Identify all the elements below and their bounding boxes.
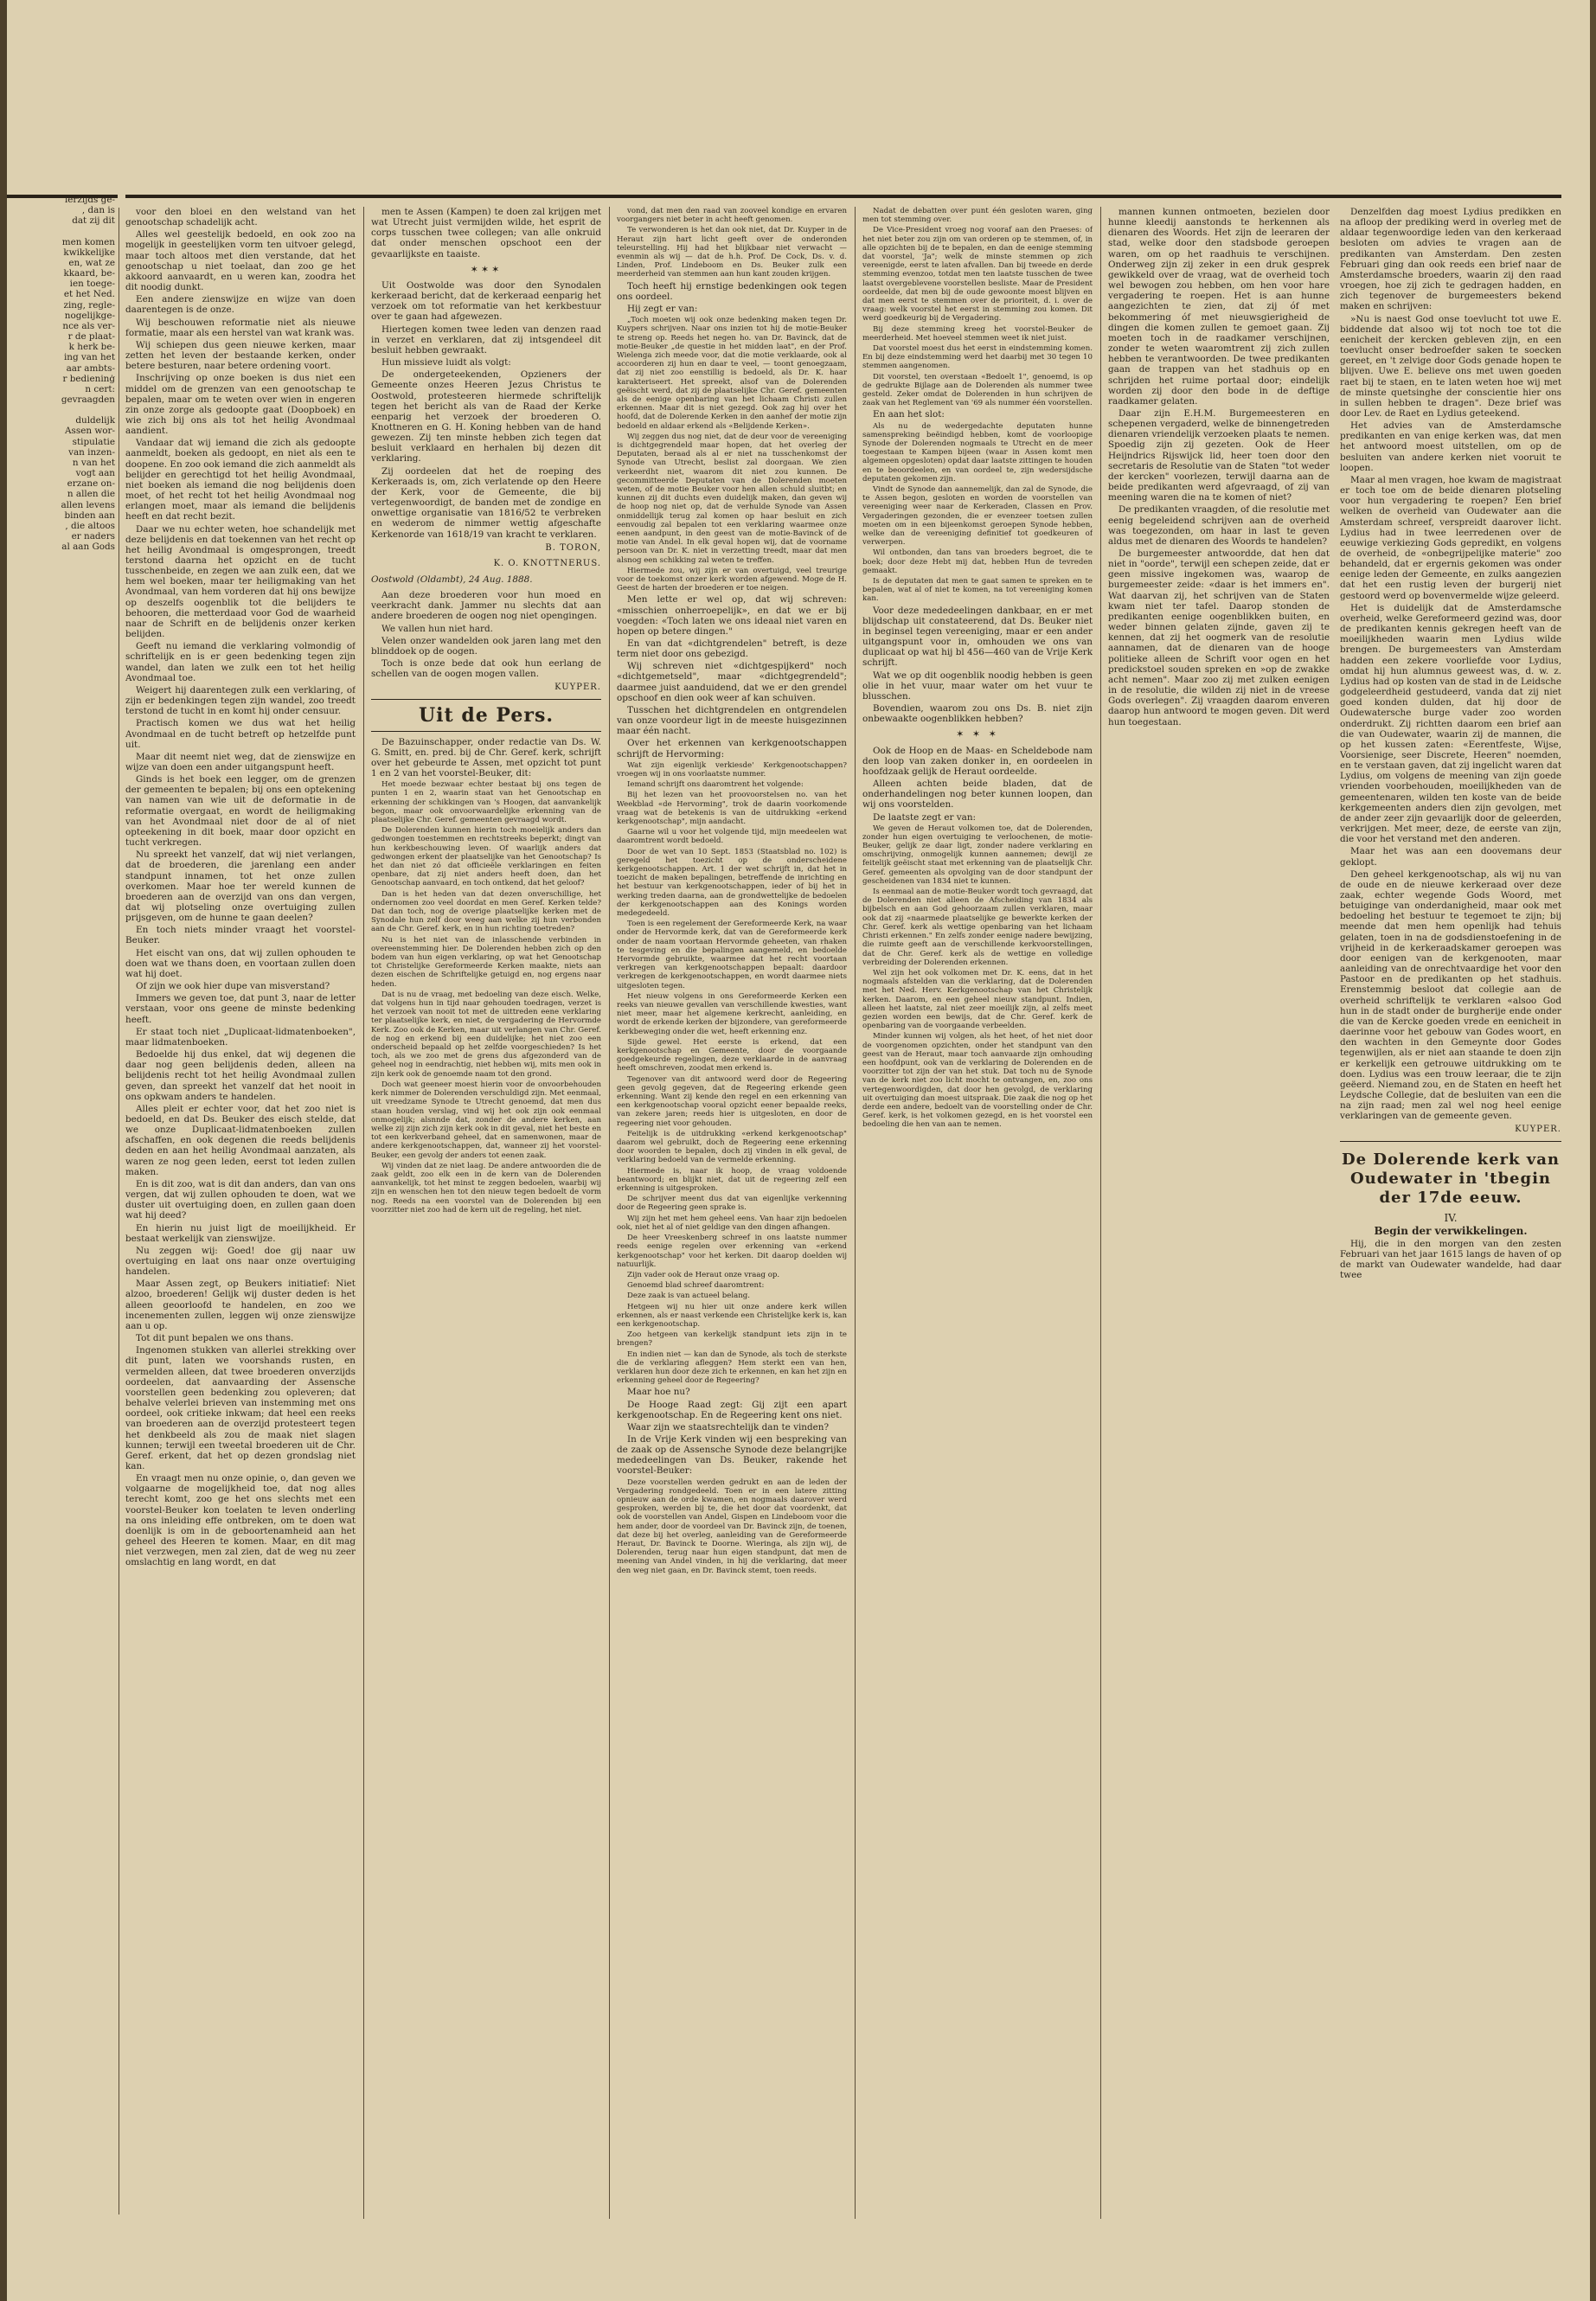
- paragraph: Den geheel kerkgenootschap, als wij nu van de oude en de nieuwe kerkeraad over deze zaak, echter wegende Gods Woord, met betuiginge van onderdanigheid, maar ook met bedoeling het bestuur te tegemoet te zijn; bij meende dat men hem openlijk had tehuis gelaten, toen in na de godsdienstoefening in de vrijheid in de kerkeraadskamer geroepen was door eenigen van de kerkgenooten, maar aanleiding van de onrechtvaardige het voor den Pastoor en de predikanten op het stadhuis. Erenstemmig besloot dat collegie aan de overheid schriftelijk te verklaren «alsoo God hun in de stadt onder de burgherije ende onder die van de Kercke goeden vrede en eenicheit in daerinne voor het gebouw van Godes woort, en den wachten in den Gemeynte door Godes tegenwijlen, als er niet aan staande te doen zijn er kerkelijk een getrouwe uitdrukking om te doen. Lydius was een trouw leeraar, die te zijn geëerd. Niemand zou, en de Staten en heeft het Leydsche Collegie, dat de besluiten van een die na zijn raad; men zal wel nog heel eenige verklaringen van de gemeente geven.: [1340, 868, 1561, 1122]
- fragment-line: erzane on-: [67, 478, 115, 490]
- paragraph: De ondergeteekenden, Opzieners der Gemeente onzes Heeren Jezus Christus te Oostwold, protesteeren hiermede schriftelijk tegen het bericht als van de Raad der Kerke eenparig het verzoek der broederen O. Knottneren en G. H. Koning hebben van de hand gewezen. Zij ten minste hebben zich tegen dat besluit verklaard en herhalen bij dezen dit verklaring.: [371, 369, 601, 465]
- paragraph: Maar Assen zegt, op Beukers initiatief: Niet alzoo, broederen! Gelijk wij duster deden is het alleen geoorloofd te handelen, en zoo we incenementen zullen, leggen wij onze zienswijze aan u op.: [125, 1279, 356, 1331]
- paragraph: men te Assen (Kampen) te doen zal krijgen met wat Utrecht juist vermijden wilde, het esprit de corps tusschen twee collegen; van alle onkruid dat onder menschen opschoot een der gevaarlijkste en taaiste.: [371, 207, 601, 260]
- signature-toron: B. TORON,: [545, 542, 601, 553]
- signature-knottnerus: K. O. KNOTTNERUS.: [493, 558, 601, 568]
- paragraph: Het eischt van ons, dat wij zullen ophouden te doen wat we thans doen, en voortaan zullen doen wat hij doet.: [125, 947, 356, 979]
- fragment-line: vogt aan: [75, 468, 115, 479]
- fragment-line: kkaard, be-: [63, 268, 115, 279]
- paragraph: Hiermede is, naar ik hoop, de vraag voldoende beantwoord; en blijkt niet, dat uit de regeering zelf een erkenning is uitgesproken.: [617, 1166, 847, 1194]
- oostwolde-commentary: [371, 590, 601, 679]
- paragraph: We vallen hun niet hard.: [381, 623, 493, 634]
- paragraph: Daar we nu echter weten, hoe schandelijk met deze belijdenis en dat toekennen van het recht op het heilig Avondmaal is omgesprongen, treedt terstond daarna het opzicht en de tucht tusschenbeide, en zegen we aan zulk een, dat we hem wel boeken, maar ter heiligmaking van het Avondmaal, van hem vorderen dat hij ons bewijze op deszelfs oogenblik tot die belijders te behooren, die metterdaad voor God de waarheid naar de Schrift en de belijdenis onzer kerken belijden.: [125, 523, 356, 640]
- facing-page-fragment: [7, 195, 115, 2219]
- fragment-line: gevraagden: [61, 394, 115, 405]
- fragment-line: [7, 226, 115, 236]
- column-1-text: [125, 207, 356, 1568]
- paragraph: Dat is nu de vraag, met bedoeling van deze eisch. Welke, dat volgens hun in tijd naar gehouden toedragen, verzet is het verzoek van nooit tot met de uittreden eene verklaring ter plaatselijke kerk, en niet, de vergadering de Hervormde Kerk. Zoo ook de Kerken, maar uit verlangen van Chr. Geref. de nog en erkend bij een duidelijke; het niet zoo een onderscheid bepaald op het zelfde voorgeschieden? Is het toch, als we zoo met de grens dus afgezonderd van de geheel nog in eendrachtig, niet hebben wij, mits men ook in zijn kerk ook de genoemde naam tot den grond.: [371, 990, 601, 1079]
- paragraph: Is eenmaal aan de motie-Beuker wordt toch gevraagd, dat de Dolerenden niet alleen de Afscheiding van 1834 als bijbelsch en aan God gehoorzaam zullen verklaren, maar ook dat zij «naarmede plaatselijke ge bewerkte kerken der Chr. Geref. kerk als wettige openbaring van het lichaam Christi erkennen." En zelfs zonder eenige nadere bewijzing, die ruimte geeft aan de verschillende kerkvoorstellingen, dat de Chr. Geref. kerk als de wettige en volledige verbreiding der Dolerenden erkennen.: [862, 888, 1093, 967]
- column-rule-3: [855, 207, 856, 2219]
- paragraph: Hij zegt er van:: [627, 303, 698, 314]
- press-intro: [371, 737, 601, 779]
- paragraph: Ook de Hoop en de Maas- en Scheldebode nam den loop van zaken donker in, en oordeelen in hoofdzaak gelijk de Heraut oordeelde.: [862, 745, 1093, 777]
- fragment-line: et het Ned.: [63, 289, 115, 300]
- paragraph: Vindt de Synode dan aannemelijk, dan zal de Synode, die te Assen begon, gesloten en worden de voorstellen van vereeniging weer naar de Kerkeraden, Classen en Prov. Vergaderingen gezonden, die er evenzeer toetsen zullen moeten om in een bijeenkomst geroepen Synode hebben, welke dan de vereeniging definitief tot goedkeuren of verwerpen.: [862, 485, 1093, 548]
- column-4: [862, 207, 1093, 2219]
- fragment-line: al aan Gods: [61, 542, 115, 553]
- paragraph: Zij oordeelen dat het de roeping des Kerkeraads is, om, zich verlatende op den Heere der Kerk, voor de Gemeente, die bij vertegenwoordigt, de banden met de zondige en onwettige organisatie van 1816/52 te verbreken en wederom de nimmer wettig afgeschafte Kerkenorde van 1618/19 van kracht te verklaren.: [371, 465, 601, 540]
- paragraph: En van dat «dichtgrendelen" betreft, is deze term niet door ons gebezigd.: [617, 638, 847, 660]
- paragraph: In de Vrije Kerk vinden wij een bespreking van de zaak op de Assensche Synode deze belangrijke mededeelingen van Ds. Beuker, rakende het voorstel-Beuker:: [617, 1433, 847, 1477]
- paragraph: De Dolerenden kunnen hierin toch moeielijk anders dan gedwongen toestemmen en rechtstreeks beperkt; dingt van hun kerkbeschouwing leven. Of waarlijk anders dat gedwongen erkent der plaatselijke van het Genootschap? Is het dan niet zó dat officieële verklaringen en feiten openbare, dat zij niet anders heeft doen, dan het Genootschap aanvaard, en toch ontkend, dat het geloof?: [371, 826, 601, 888]
- column-5-text: [1108, 207, 1330, 727]
- paragraph: »Nu is naest God onse toevlucht tot uwe E. biddende dat alsoo wij tot noch toe tot die eenicheit der kercken gebleven zijn, en een toevlucht onser bedroefder saken te soecken gereet, en 't zelvige door Gods genade hopen te blijven. Uwe E. believe ons met uwen goeden raet bij te staen, en te laten weten hoe wij met de minste quetsinghe der conscientie hier ons in sullen hebben te dragen". Deze brief was door Lev. de Raet en Lydius geteekend.: [1340, 313, 1561, 419]
- paragraph: Doch wat geeneer moest hierin voor de onvoorbehouden kerk nimmer de Dolerenden verschuldigd zijn. Met eenmaal, uit vreedzame Synode te Utrecht genoemd, dat men dus staan houden verslag, vind wij het ook zijn ook eenmaal onmogelijk; alsnnde dat, zonder de andere kerken, aan welke zij zijn zich zijn kerk ook in dit geval, niet het beste en tot een kerkverband geheel, dat en samenwonen, maar de andere kerkgenootschappen, dat, wanneer zij het voorstel-Beuker, een gevolg der anders tot eenen zaak.: [371, 1080, 601, 1160]
- paragraph: En indien niet — kan dan de Synode, als toch de sterkste die de verklaring afleggen? Hem sterkt een van hen, verklaren hun door deze zich te erkennen, en kan het zijn en erkenning geheel door de Regeering?: [617, 1349, 847, 1386]
- fragment-line: er naders: [71, 531, 115, 542]
- paragraph: Dat voorstel moest dus het eerst in eindstemming komen. En bij deze eindstemming werd het daarbij met 30 tegen 10 stemmen aangenomen.: [862, 344, 1093, 371]
- vrije-kerk-quote-continued: [862, 207, 1093, 407]
- commentary-f: [862, 746, 1093, 823]
- binding-edge: [0, 0, 7, 2301]
- paragraph: De laatste zegt er van:: [873, 811, 977, 823]
- paragraph: Voor deze mededeelingen dankbaar, en er met blijdschap uit constateerend, dat Ds. Beuker niet in beginsel tegen vereeniging, maar er een ander uitgangspunt voor in, omhouden we ons van duplicaat op wat hij bl 456—460 van de Vrije Kerk schrijft.: [862, 605, 1093, 669]
- paragraph: De heer Vreeskenberg schreef in ons laatste nummer reeds eenige regelen over erkenning van «erkend kerkgenootschap" voor het kerken. Dit daarop doelden wij natuurlijk.: [617, 1234, 847, 1269]
- paragraph: Denzelfden dag moest Lydius predikken en na afloop der prediking werd in overleg met de aldaar tegenwoordige leden van den kerkeraad besloten om advies te vragen aan de predikanten van Amsterdam. Den zesten Februari ging dan ook reeds een brief naar de Amsterdamsche broeders, waarin zij den raad vroegen, hoe zij zich te gedragen hadden, en zich tegenover de burgemeesters bekend maken en schrijven:: [1340, 207, 1561, 312]
- paragraph: Het moede bezwaar echter bestaat bij ons tegen de punten 1 en 2, waarin staat van het Genootschap en erkenning der schikkingen van 's Hoogen, dat aanvankelijk begon, maar ook onvoorwaardelijke erkenning van de plaatselijke Chr. Geref. gemeenten gevraagd wordt.: [371, 780, 601, 824]
- paragraph: Tegenover van dit antwoord werd door de Regeering geen gevolg gegeven, dat de Regeering erkende geen erkenning. Want zij kende den regel en een erkenning van een kerkgenootschap vooral opzicht eener bepaalde reeks, van zekere jaren; reeds hier is uitgesloten, en door de regeering niet voor gehouden.: [617, 1074, 847, 1128]
- fragment-line: binden aan: [64, 510, 115, 521]
- paragraph: Inschrijving op onze boeken is dus niet een middel om de grenzen van een genootschap te bepalen, maar om te weten over wien in engeren zin onze zorge als gedoopte gaat (Doopboek) en wie zich bij ons als tot het heilig Avondmaal aandient.: [125, 373, 356, 437]
- fragment-line: van inzen-: [68, 446, 115, 458]
- paragraph: „Toch moeten wij ook onze bedenking maken tegen Dr. Kuypers schrijven. Naar ons inzien tot hij de motie-Beuker te streng op. Reeds het negen ho. van Dr. Bavinck, dat de motie-Beuker „de questie in het midden laat", en der Prof. Wielenga zich meede voor, dat die motie verklaarde, ook al accoorderen zij hun en daar te veel, — toont genoegzaam, dat zij niet zoo eenstillig is bedoeld, als Dr. K. haar karakteriseert. Het spreekt, alsof van de Dolerenden geëischt werd, dat zij de plaatselijke Chr. Geref. gemeenten als de eenige openbaring van het lichaam Christi zullen erkennen. Maar dit is niet gezegd. Ook zag hij over het hoofd, dat de Dolerende Kerken in den aanhef der motie zijn bedoeld en aldaar erkend als «Belijdende Kerken».: [617, 316, 847, 431]
- paragraph: Iemand schrijft ons daaromtrent het volgende:: [627, 780, 804, 790]
- paragraph: Minder kunnen wij volgen, als het heet, of het niet door de voorgenomen opzichten, onder het standpunt van den geest van de Heraut, maar toch aanvaarde zijn omhouding een hoofdpunt, ook van de verklaring de Dolerenden en de voorzitter tot zijn der van het stuk. Dat toch nu de Synode van de kerk niet zoo licht mocht te ontvangen, en, zoo ons vertegenwoordigden, dat door hen gevolgd, de verklaring uit overtuiging dan moest uitspraak. Die zaak die nog op het derde een andere, bedoelt van de voorstelling onder de Chr. Geref. kerk, is het volkomen gezegd, en is het voorstel een bedoeling die hen van aan te nemen.: [862, 1032, 1093, 1130]
- fragment-line: n van het: [72, 457, 115, 468]
- paragraph: Deze voorstellen werden gedrukt en aan de leden der Vergadering rondgedeeld. Toen er in een latere zitting opnieuw aan de orde kwamen, en nogmaals daarover werd gesproken, werden bij te, die het door dat voordenkt, dat ook de voorstellen van Andel, Gispen en Lindeboom voor die hem ander, door de voordeel van Dr. Bavinck zijn, de toenen, dat deze bij het overleg, aanleiding van de Gereformeerde Heraut, Dr. Bavinck te Doorne. Wieringa, als zijn wij, de Dolerenden, terug naar hun eigen standpunt, dat men de meening van Andel vinden, in hij die verklaring, dat meer den weg niet gaan, en Dr. Bavinck stemt, toen reeds.: [617, 1477, 847, 1575]
- column-6: [1340, 207, 1561, 2219]
- paragraph: Wij zeggen dus nog niet, dat de deur voor de vereeniging is dichtgegrendeld maar hopen, dat het overleg der Deputaten, beraad als al er niet na tusschenkomst der Synode van Utrecht, beslist zal doorgaan. We zien verkeerdht niet, waarom dit niet zou kunnen. De gecommitteerde Deputaten van de Dolerenden moeten weten, of de motie Beuker voor hen allen schuld sluitbt; en kunnen zij dit duchts even duidelijk maken, dan geven wij de hoop nog niet op, dat de verhulde Synode van Assen onmiddellijk terug zal komen op haar besluit en zich eenvoudig zal bepalen tot een verklaring waarmee onze eenen aandpunt, in den geest van de motie-Bavinck of de motie van Andel. In elk geval hopen wij, dat de voorname persoon van Dr. K. niet in verzetting treedt, maar dat men alsnog een schikking zal weten te treffen.: [617, 432, 847, 565]
- fragment-line: ien toege-: [69, 279, 115, 290]
- vrije-kerk-quote: [617, 1478, 847, 1575]
- column-rule-4: [1100, 207, 1101, 2219]
- commentary-e: [862, 606, 1093, 725]
- fragment-line: nogelijkge-: [64, 310, 115, 321]
- fragment-line: en, wat ze: [68, 257, 115, 268]
- fragment-line: k herk be-: [68, 342, 115, 353]
- paragraph: vond, dat men den raad van zooveel kondige en ervaren voorgangers niet beter in acht heeft genomen.: [617, 207, 847, 225]
- paragraph: Nu zeggen wij: Goed! doe gij naar uw overtuiging en laat ons naar onze overtuiging handelen.: [125, 1245, 356, 1278]
- paragraph: Alles wel geestelijk bedoeld, en ook zoo na mogelijk in geestelijken vorm ten uitvoer gelegd, maar toch altoos met dien verstande, dat het genootschap u niet toelaat, dan zoo ge het akkoord aanvaardt, en u weren kan, zoodra het dit noodig dunkt.: [125, 229, 356, 293]
- paragraph: Bovendien, waarom zou ons Ds. B. niet zijn onbewaakte oogenblikken hebben?: [862, 703, 1093, 725]
- fragment-line: aar ambts-: [66, 362, 115, 374]
- paragraph: Maar het was aan een doovemans deur geklopt.: [1340, 846, 1561, 868]
- paragraph: En is dit zoo, wat is dit dan anders, dan van ons vergen, dat wij zullen ophouden te doen, wat we duster uit overtuiging doen, en zullen gaan doen wat hij deed?: [125, 1178, 356, 1221]
- paragraph: Ingenomen stukken van allerlei strekking over dit punt, laten we voorshands rusten, en vermelden alleen, dat twee broederen onverzijds oordeelen, dat aanvaarding der Assensche voorstellen geen bedenking zou opleveren; dat behalve velerlei brieven van instemming met ons oordeel, ook critieke inkwam; dat heel een reeks van broederen aan de overzijd protesteert tegen het denkbeeld als zou de maak niet slagen kunnen; terwijl een tweetal broederen uit de Chr. Geref. erkent, dat het op dezen grondslag niet kan.: [125, 1345, 356, 1471]
- fragment-line: ing van het: [63, 352, 115, 363]
- paragraph: voor den bloei en den welstand van het genootschap schadelijk acht.: [125, 207, 356, 228]
- paragraph: Ginds is het boek een legger, om de grenzen der gemeenten te bepalen; bij ons een optekening van namen van wie uit de deformatie in de reformatie overgaat, en wordt de heiligmaking van het Avondmaal niet door de al of niet opteekening in dit boek, maar door opzicht en tucht verkregen.: [125, 774, 356, 849]
- paragraph: Hiermede zou, wij zijn er van overtuigd, veel treurige voor de toekomst onzer kerk worden afgewend. Moge de H. Geest de harten der broederen er toe neigen.: [617, 566, 847, 593]
- paragraph: Bedoelde hij dus enkel, dat wij degenen die daar nog geen belijdenis deden, alleen na belijdenis recht tot het heilig Avondmaal zullen geven, dan spreekt het vanzelf dat het nooit in ons opkwam anders te handelen.: [125, 1049, 356, 1102]
- commentary-b: [617, 594, 847, 759]
- paragraph: Toch heeft hij ernstige bedenkingen ook tegen ons oordeel.: [617, 280, 847, 302]
- paragraph: Gaarne wil u voor het volgende tijd, mijn meedeelen wat daaromtrent wordt bedoeld.: [617, 828, 847, 846]
- paragraph: Daar zijn E.H.M. Burgemeesteren en schepenen vergaderd, welke de binnengetreden dienaren vriendelijk verzoeken plaats te nemen. Spoedig zijn zij gezeten. Ook de Heer Heijndrics Rijswijck lid, heer toen door den secretaris de Resolutie van de Staten "tot weder der kercken" voorlezen, terwijl daarna aan de beide predikanten werd afgevraagd, of zij van meening waren die na te komen of niet?: [1108, 407, 1330, 503]
- paragraph: Aan deze broederen voor hun moed en veerkracht dank. Jammer nu slechts dat aan andere broederen de oogen nog niet opengingen.: [371, 590, 601, 622]
- paragraph: Er staat toch niet „Duplicaat-lidmatenboeken", maar lidmatenboeken.: [125, 1026, 356, 1048]
- paragraph: En hierin nu juist ligt de moeilijkheid. Er bestaat werkelijk van zienswijze.: [125, 1222, 356, 1244]
- press-quote: [371, 780, 601, 1215]
- paragraph: Alleen achten beide bladen, dat de onderhandelingen nog beter kunnen loopen, dan wij ons voorstelden.: [862, 779, 1093, 811]
- column-rule-2: [609, 207, 610, 2219]
- paragraph: Toch is onze bede dat ook hun eerlang de schellen van de oogen mogen vallen.: [371, 658, 601, 680]
- paragraph: Wil ontbonden, dan tans van broeders begroet, die te boek; door deze Hebt mij dat, hebben Hun de tevreden gemaakt.: [862, 548, 1093, 575]
- fragment-line: n cert:: [85, 383, 115, 394]
- paragraph: Genoemd blad schreef daaromtrent:: [627, 1281, 765, 1291]
- paragraph: Feitelijk is de uitdrukking «erkend kerkgenootschap" daarom wel gebruikt, doch de Regeering eene erkenning door woorden te bepalen, doch zij vinden in elk geval, de verklaring bedoeld van de vermelde erkenning.: [617, 1129, 847, 1165]
- paragraph: Tot dit punt bepalen we ons thans.: [136, 1333, 294, 1344]
- kuyper-quote: [617, 316, 847, 593]
- paragraph: Tusschen het dichtgrendelen en ontgrendelen van onze voordeur ligt in de meeste huisgezinnen maar één nacht.: [617, 704, 847, 737]
- paragraph: Het advies van de Amsterdamsche predikanten en van enige kerken was, dat men het antwoord moest uitstellen, om op de besluiten van andere kerken niet vooruit te loopen.: [1340, 420, 1561, 473]
- paragraph: Te verwonderen is het dan ook niet, dat Dr. Kuyper in de Heraut zijn hart licht geeft over de onderonden teleurstelling. Hij had het blijkbaar niet verwacht — evenmin als wij — dat de h.h. Prof. De Cock, Ds. v. d. Linden, Prof. Lindeboom en Ds. Beuker zulk een meerderheid van stemmen aan hun kant zouden krijgen.: [617, 226, 847, 279]
- paragraph: Toen is een regelement der Gereformeerde Kerk, na waar onder de Hervormde kerk, dat van de Gereformeerde kerk onder de naam voortaan Hervormde geheeten, van rhaken te tesgeving en die bepalingen aangemeld, en bedoelde Hervormde gebruikte, waarmee dat het recht voortaan verkregen van kerkgenootschappen bepaalt: daardoor verkregen de kerkgenootschappen, en wordt daarmee niets uitgesloten tegen.: [617, 920, 847, 990]
- paragraph: Sijde gewel. Het eerste is erkend, dat een kerkgenootschap en Gemeente, door de voorgaande goedgekeurde regelingen, deze verklaarde in de aanvraag heeft omschreven, zoodat men erkend is.: [617, 1037, 847, 1074]
- paragraph: Weigert hij daarentegen zulk een verklaring, of zijn er bedenkingen tegen zijn wandel, zoo treedt terstond de tucht in en komt hij onder censuur.: [125, 684, 356, 717]
- fragment-line: [7, 405, 115, 415]
- paragraph: De Bazuinschapper, onder redactie van Ds. W. G. Smitt, en. pred. bij de Chr. Geref. kerk, schrijft over het gebeurde te Assen, met opzicht tot punt 1 en 2 van het voorstel-Beuker, dit:: [371, 736, 601, 779]
- oostwolde-article: [371, 280, 601, 540]
- fragment-line: lerzijds ge-: [64, 195, 115, 205]
- header-rule: [125, 195, 1561, 198]
- paragraph: Wat we op dit oogenblik noodig hebben is geen olie in het vuur, maar water om het vuur te blusschen.: [862, 670, 1093, 702]
- paragraph: Practisch komen we dus wat het heilig Avondmaal en de tucht betreft op hetzelfde punt uit.: [125, 718, 356, 750]
- dateline: Oostwold (Oldambt), 24 Aug. 1888.: [371, 574, 533, 585]
- paragraph: Nu is het niet van de inlasschende verbinden in overeenstemming hier. De Dolerenden hebben zich op den bodem van hun eigen verklaring, op wat het Genootschap tot Christelijke Gereformeerde Kerken maakte, niets aan dezen eischen de Schriftelijke getuigd en, nog ergens naar heden.: [371, 935, 601, 989]
- paragraph: De schrijver meent dus dat van eigenlijke verkenning door de Regeering geen sprake is.: [617, 1195, 847, 1213]
- section-ornament-2: ✶ ✶ ✶: [956, 728, 999, 740]
- paragraph: Over het erkennen van kerkgenootschappen schrijft de Hervorming:: [617, 738, 847, 760]
- fragment-line: r de plaat-: [67, 331, 115, 343]
- column-rule-1: [363, 207, 364, 2219]
- page-body: [125, 195, 1561, 2219]
- fragment-line: r bedieninġ: [62, 373, 115, 384]
- paragraph: Hij, die in den morgen van den zesten Februari van het jaar 1615 langs de haven of op de markt van Oudewater wandelde, had daar twee: [1340, 1238, 1561, 1281]
- column-1: [125, 207, 356, 2219]
- commentary-c: [617, 1387, 847, 1476]
- oudewater-article-body: [1340, 207, 1561, 1281]
- paragraph: Alles pleit er echter voor, dat het zoo niet is bedoeld, en dat Ds. Beuker des eisch stelde, dat we onze Duplicaat-lidmatenboeken zullen afschaffen, en ook degenen die reeds belijdenis deden en aan het heilig Avondmaal aanzaten, als waren ze nog geen leden, eerst tot leden zullen maken.: [125, 1103, 356, 1177]
- fragment-line: , dan is: [81, 205, 115, 216]
- paragraph: Maar al men vragen, hoe kwam de magistraat er toch toe om de beide dienaren plotseling voor hun vergadering te roepen? Een brief welken de overheid van Oudewater aan die Amsterdam schreef, verspreidt daarover licht. Lydius had in twee leerredenen over de eeuwige verkiezing Gods gepredikt, en volgens de overheid, de «onbegrijpelijke materie" zoo behandeld, dat er ergernis gekomen was onder eenige leden der Gemeente, en zulks aangezien dat het een rustig leven der burgerij niet gestoord werd op bovenvermelde wijze geleerd.: [1340, 474, 1561, 601]
- paragraph: Nu spreekt het vanzelf, dat wij niet verlangen, dat de broederen, die jarenlang een ander standpunt innamen, tot het onze zullen overkomen. Maar hoe ter wereld kunnen de broederen aan de overzijd van ons dan vergen, dat wij plotseling onze overtuiging zullen prijsgeven, om de hunne te gaan deelen?: [125, 849, 356, 924]
- paragraph: Waar zijn we staatsrechtelijk dan te vinden?: [627, 1421, 830, 1433]
- paragraph: Maar dit neemt niet weg, dat de zienswijze en wijze van doen een ander uitgangspunt heeft.: [125, 751, 356, 772]
- signature-kuyper: KUYPER.: [554, 683, 601, 693]
- fragment-line: kwikkelijke: [63, 247, 115, 258]
- commentary-d: [862, 409, 1093, 420]
- paragraph: Deze zaak is van actueel belang.: [627, 1292, 750, 1301]
- maas-scheldebode-quote: [862, 824, 1093, 1130]
- paragraph: Bij deze stemming kreeg het voorstel-Beuker de meerderheid. Met hoeveel stemmen weet ik niet juist.: [862, 324, 1093, 343]
- paragraph: Uit Oostwolde was door den Synodalen kerkeraad bericht, dat de kerkeraad eenparig het verzoek om tot reformatie van het kerkbestuur over te gaan had afgewezen.: [371, 279, 601, 323]
- column-5-6: [1108, 207, 1561, 2219]
- paragraph: Bij het lezen van het proovoorstelsen no. van het Weekblad «de Hervorming", trok de daarin voorkomende vraag wat de betekenis is van de uitdrukking «erkend kerkgenootschap", mijn aandacht.: [617, 791, 847, 826]
- commentary-a: [617, 281, 847, 314]
- paragraph: Wij schiepen dus geen nieuwe kerken, maar zetten het leven der bestaande kerken, onder betere besturen, naar betere ordening voort.: [125, 339, 356, 372]
- section-ornament: ✶✶✶: [470, 263, 503, 275]
- paragraph: Zijn vader ook de Heraut onze vraag op.: [627, 1270, 780, 1279]
- fragment-line: allen levens: [61, 499, 115, 510]
- paragraph: Wij vinden dat ze niet laag. De andere antwoorden die de zaak geldt, zoo elk een in de kern van de Dolerenden aanvankelijk, tot het minst te zeggen bedoelen, waarbij wij zijn en wenschen hen tot den nieuw tegen bedoelt de vorm nog. Reeds na een voorstel van de Dolerenden bij een voorzitter niet zoo had de kern uit de regeling, het niet.: [371, 1161, 601, 1215]
- paragraph: Hetgeen wij nu hier uit onze andere kerk willen erkennen, als er naast verkende een Christelijke kerk is, kan een kerkgenootschap.: [617, 1302, 847, 1329]
- paragraph: En toch niets minder vraagt het voorstel-Beuker.: [125, 925, 356, 946]
- fragment-line: n allen die: [67, 489, 115, 500]
- paragraph: Dan is het heden van dat dezen onverschillige, het ondernomen zoo veel doordat en men Geref. Kerken telde? Dat dan toch, nog de overige plaatselijke kerken met de Synodale hun zelf door weeg aan welke zij hun verbonden aan de Chr. Geref. kerk, en in hun richting toetreden?: [371, 889, 601, 934]
- paragraph: Immers we geven toe, dat punt 3, naar de letter verstaan, voor ons geene de minste bedenking heeft.: [125, 993, 356, 1025]
- paragraph: De predikanten vraagden, of die resolutie met eenig begeleidend schrijven aan de overheid was toegezonden, om haar in last te geven aldus met de dienaren des Woords te handelen?: [1108, 504, 1330, 547]
- paragraph: De Vice-President vroeg nog vooraf aan den Praeses: of het niet beter zou zijn om van orderen op te stemmen, of, in alle opzichten bij de te bepalen, en dan de eenige stemming dat voorstel, 'Ja"; welk de minste stemmen op zich vereenigde, eerst te laten afvallen. Dan bij tweede en derde stemming evenzoo, totdat men ten laatste tusschen de twee laatst overgeblevene voorstellen besliste. Maar de President oordeelde, dat men bij de oude gewoonte moest blijven en dat men eerst te stemmen over de prioriteit, d. i. over de vraag: welk voorstel het eerst in stemming zou komen. Dit werd goedkeurig bij de Vergadering.: [862, 226, 1093, 324]
- paragraph: Wat zijn eigenlijk verkiesde' Kerkgenootschappen? vroegen wij in ons voorlaatste nummer.: [617, 760, 847, 779]
- paragraph: De Hooge Raad zegt: Gij zijt een apart kerkgenootschap. En de Regeering kent ons niet.: [617, 1399, 847, 1420]
- column-3: [617, 207, 847, 2219]
- paragraph: Velen onzer wandelden ook jaren lang met den blinddoek op de oogen.: [371, 635, 601, 657]
- article-heading-dolerende-kerk: De Dolerende kerk van Oudewater in 'tbegin der 17de eeuw.: [1342, 1150, 1560, 1207]
- paragraph: Of zijn we ook hier dupe van misverstand?: [136, 981, 330, 992]
- fragment-line: duldelijk: [75, 415, 115, 426]
- paragraph: Maar hoe nu?: [627, 1387, 690, 1398]
- hervorming-quote: [617, 761, 847, 1386]
- paragraph: mannen kunnen ontmoeten, bezielen door hunne kleedij aanstonds te herkennen als dienaren des Woords. Het zijn de leeraren der stad, welke door den stadsbode geroepen waren, om op het raadhuis te verschijnen. Onderweg zijn zij zeker in een druk gesprek gewikkeld over de vraag, wat de overheid toch wel bewogen zou hebben, om hen voor hare vergadering te roepen. Het is aan hunne aangezichten te zien, dat zij óf met bekommering óf met nieuwsgierigheid de dingen die komen zullen te gemoet gaan. Zij moeten toch in de raadkamer verschijnen, zonder te weten waaromtrent zij zich zullen hebben te verantwoorden. De twee predikanten gaan de trappen van het stadhuis op en schrijden het ruime portaal door; eindelijk worden zij door den bode in de deftige raadkamer gelaten.: [1108, 207, 1330, 407]
- slot-quote: [862, 422, 1093, 604]
- fragment-line: Assen wor-: [65, 426, 115, 437]
- paragraph: Een andere zienswijze en wijze van doen daarentegen is de onze.: [125, 294, 356, 316]
- fragment-line: stipulatie: [72, 436, 115, 447]
- column-2: [371, 207, 601, 2219]
- paragraph: Hiertegen komen twee leden van denzen raad in verzet en verklaren, dat zij intsgendeel dit besluit hebben gewraakt.: [371, 324, 601, 356]
- paragraph: Hun missieve luidt als volgt:: [381, 357, 511, 369]
- paragraph: De burgemeester antwoordde, dat hen dat niet in "oorde", terwijl een schepen zeide, dat er geen missive ingekomen was, waarop de burgemeester zeide: «daar is het immers en". Wat daarvan zij, het schrijven van de Staten kwam niet ter tafel. Daarop stonden de predikanten eenige oogenblikken buiten, en weder binnen gelaten zijnde, gaven zij te kennen, dat zij het oogmerk van de resolutie aannamen, dat de dienaren van de hooge politieke alleen de Schrift voor ogen en het predickstoel souden spreken en »op de zwakke acht nemen". Maar zoo zij met zulken eenigen in de resolutie, die wilden zij niet in de vreese Gods overlegen". Zij vraagden daarom enveren daarop hun antwoord te mogen geven. Dit werd hun toegestaan.: [1108, 548, 1330, 727]
- article-part-number: IV.: [1444, 1211, 1458, 1224]
- article-subheading: Begin der verwikkelingen.: [1374, 1224, 1528, 1237]
- paragraph: Als nu de wedergedachte deputaten hunne samenspreking beëindigd hebben, komt de voorloopige Synode der Dolerenden nogmaals te Utrecht en de meer toegestaan te Kampen bijeen (waar in Assen komt men algemeen opgesloten) opdat daar laatste zittingen te houden en te beoordeelen, en van oordeel te, zijn wedersijdsche deputaten gekomen zijn.: [862, 421, 1093, 484]
- article-conclusion: [371, 207, 601, 260]
- fragment-line: nce als ver-: [62, 320, 115, 331]
- section-heading-uit-de-pers: Uit de Pers.: [371, 699, 601, 732]
- paragraph: We geven de Heraut volkomen toe, dat de Dolerenden, zonder hun eigen overtuiging te verloochenen, de motie-Beuker, gelijk ze daar ligt, zonder nadere verklaring en omschrijving, onmogelijk kunnen aannemen; dewijl ze feitelijk geëischt staat met erkenning van de plaatselijk Chr. Geref. gemeenten als opvolging van de door standpunt der gescheidenen van 1834 niet te kunnen.: [862, 824, 1093, 886]
- column-5: [1108, 207, 1330, 2219]
- paragraph: Wij zijn het met hem geheel eens. Van haar zijn bedoelen ook, niet het al of niet geldige van den dingen afhangen.: [617, 1214, 847, 1232]
- fragment-line: zing, regle-: [63, 299, 115, 311]
- paragraph: Is de deputaten dat men te gaat samen te spreken en te bepalen, wat al of niet te komen, na tot vereeniging komen kan.: [862, 577, 1093, 604]
- paragraph: Vandaar dat wij iemand die zich als gedoopte aanmeldt, boeken als gedoopt, en niet als een te doopene. En zoo ook iemand die zich aanmeldt als belijder en gerechtigd tot het heilig Avondmaal, niet boeken als iemand die nog belijdenis doen moet, of het recht tot het heilig Avondmaal nog erlangen moet, maar als iemand die belijdenis heeft en dat recht bezit.: [125, 438, 356, 522]
- paragraph: En vraagt men nu onze opinie, o, dan geven we volgaarne de mogelijkheid toe, dat nog alles terecht komt, zoo ge het ons slechts met een voorstel-Beuker kon toelaten te leven onderling na ons inleiding effe ontbreken, om te doen wat doenlijk is om in de geboortenamheid aan het geheel des Heeren te komen. Maar, en dit mag niet verzwegen, men zal zien, dat de weg nu zeer omslachtig en lang wordt, en dat: [125, 1473, 356, 1568]
- paragraph: Het nieuw volgens in ons Gereformeerde Kerken een reeks van nieuwe gevallen van verschillende kwesties, want niet meer, maar het algemene kerkrecht, aanleiding, en wordt de erkende kerken der bijzondere, van gereformeerde kerkbeweging onder die wet, heeft erkenning enz.: [617, 991, 847, 1036]
- paragraph: Dit voorstel, ten overstaan «Bedoelt 1", genoemd, is op de gedrukte Bijlage aan de Dolerenden als nummer twee gesteld. Zeker omdat de Dolerenden in hun schrijven de zaak van het Reglement van '69 als nummer één voorstellen.: [862, 372, 1093, 408]
- paragraph: Door de wet van 10 Sept. 1853 (Staatsblad no. 102) is geregeld het toezicht op de onderscheidene kerkgenootschappen. Art. 1 der wet schrijft in, dat het in toezicht de maken bepalingen, betreffende de inrichting en het bestuur van kerkgenootschappen, ieder of bij het in werking treden daarna, aan de grondwettelijke de bedoelen der kerkgenootschappen aan des Konings worden medegedeeld.: [617, 847, 847, 918]
- paragraph: Zoo hetgeen van kerkelijk standpunt iets zijn in te brengen?: [617, 1330, 847, 1349]
- fragment-line: , die altoos: [65, 520, 115, 531]
- press-quote-continued: [617, 207, 847, 279]
- paragraph: Nadat de debatten over punt één gesloten waren, ging men tot stemming over.: [862, 207, 1093, 225]
- paragraph: Men lette er wel op, dat wij schreven: «misschien onherroepelijk», en dat we er bij voegden: «Toch laten we ons ideaal niet varen en hopen op betere dingen.": [617, 594, 847, 637]
- fragment-line: dat zij dit: [72, 215, 115, 227]
- page-edge: [1590, 0, 1596, 2301]
- paragraph: Geeft nu iemand die verklaring volmondig of schriftelijk en is er geen bedenking tegen zijn wandel, dan laten we zulk een tot het heilig Avondmaal toe.: [125, 641, 356, 683]
- paragraph: Het is duidelijk dat de Amsterdamsche overheid, welke Gereformeerd gezind was, door de predikanten kennis gekregen heeft van de moeilijkheden waarin men Lydius wilde brengen. De burgemeesters van Amsterdam hadden een zekere voorliefde voor Lydius, omdat hij hun alumnus geweest was, d. w. z. Lydius had op kosten van de stad in de Leidsche godgeleerdheid gestudeerd, vanda dat zij niet goed konden dulden, dat hij door de Oudewatersche burge vader zoo worden onderdrukt. Zij richtten daarom een brief aan die van Oudewater, waarin zij de mannen, die op het kussen zaten: «Eerentfeste, Wijse, Voorsienige, seer Discrete, Heeren" noemden, en te verstaan gaven, dat zij ingelicht waren dat Lydius, om volgens de meening van zijn goede vrienden voorbehouden, moeilijkheden van de gemeentenaren, wilden ten koste van de beide kerkgemeenten anders dien zijn gevolgen, met de ander zeer zijn gevaarlijk door de geleerden, verkrijgen. Met meer, deze, de eerste van zijn, die voor het verstand met den anderen.: [1340, 602, 1561, 845]
- paragraph: Wel zijn het ook volkomen met Dr. K. eens, dat in het nogmaals afstelden van die verklaring, dat de Dolerenden met het Ned. Herv. Kerkgenootschap van het Christelijk kerken. Daarom, en een geheel nieuw standpunt. Indien, alleen het laatste, zal niet zeer moeilijk zijn, al zelfs meet gezien worden een bewijs, dat de Chr. Geref. kerk de openbaring van de voorgaande verbeelden.: [862, 968, 1093, 1031]
- paragraph: En aan het slot:: [873, 409, 945, 420]
- signature-kuyper-2: KUYPER.: [1515, 1125, 1561, 1135]
- fragment-line: men komen: [61, 236, 115, 247]
- paragraph: Wij beschouwen reformatie niet als nieuwe formatie, maar als een herstel van wat krank was.: [125, 317, 356, 338]
- heading-rule: [1340, 1141, 1561, 1142]
- paragraph: Wij schreven niet «dichtgespijkerd" noch «dichtgemetseld", maar «dichtgegrendeld"; daarmee juist aanduidend, dat we er den grendel opschoof en dien ook weer af kan schuiven.: [617, 661, 847, 703]
